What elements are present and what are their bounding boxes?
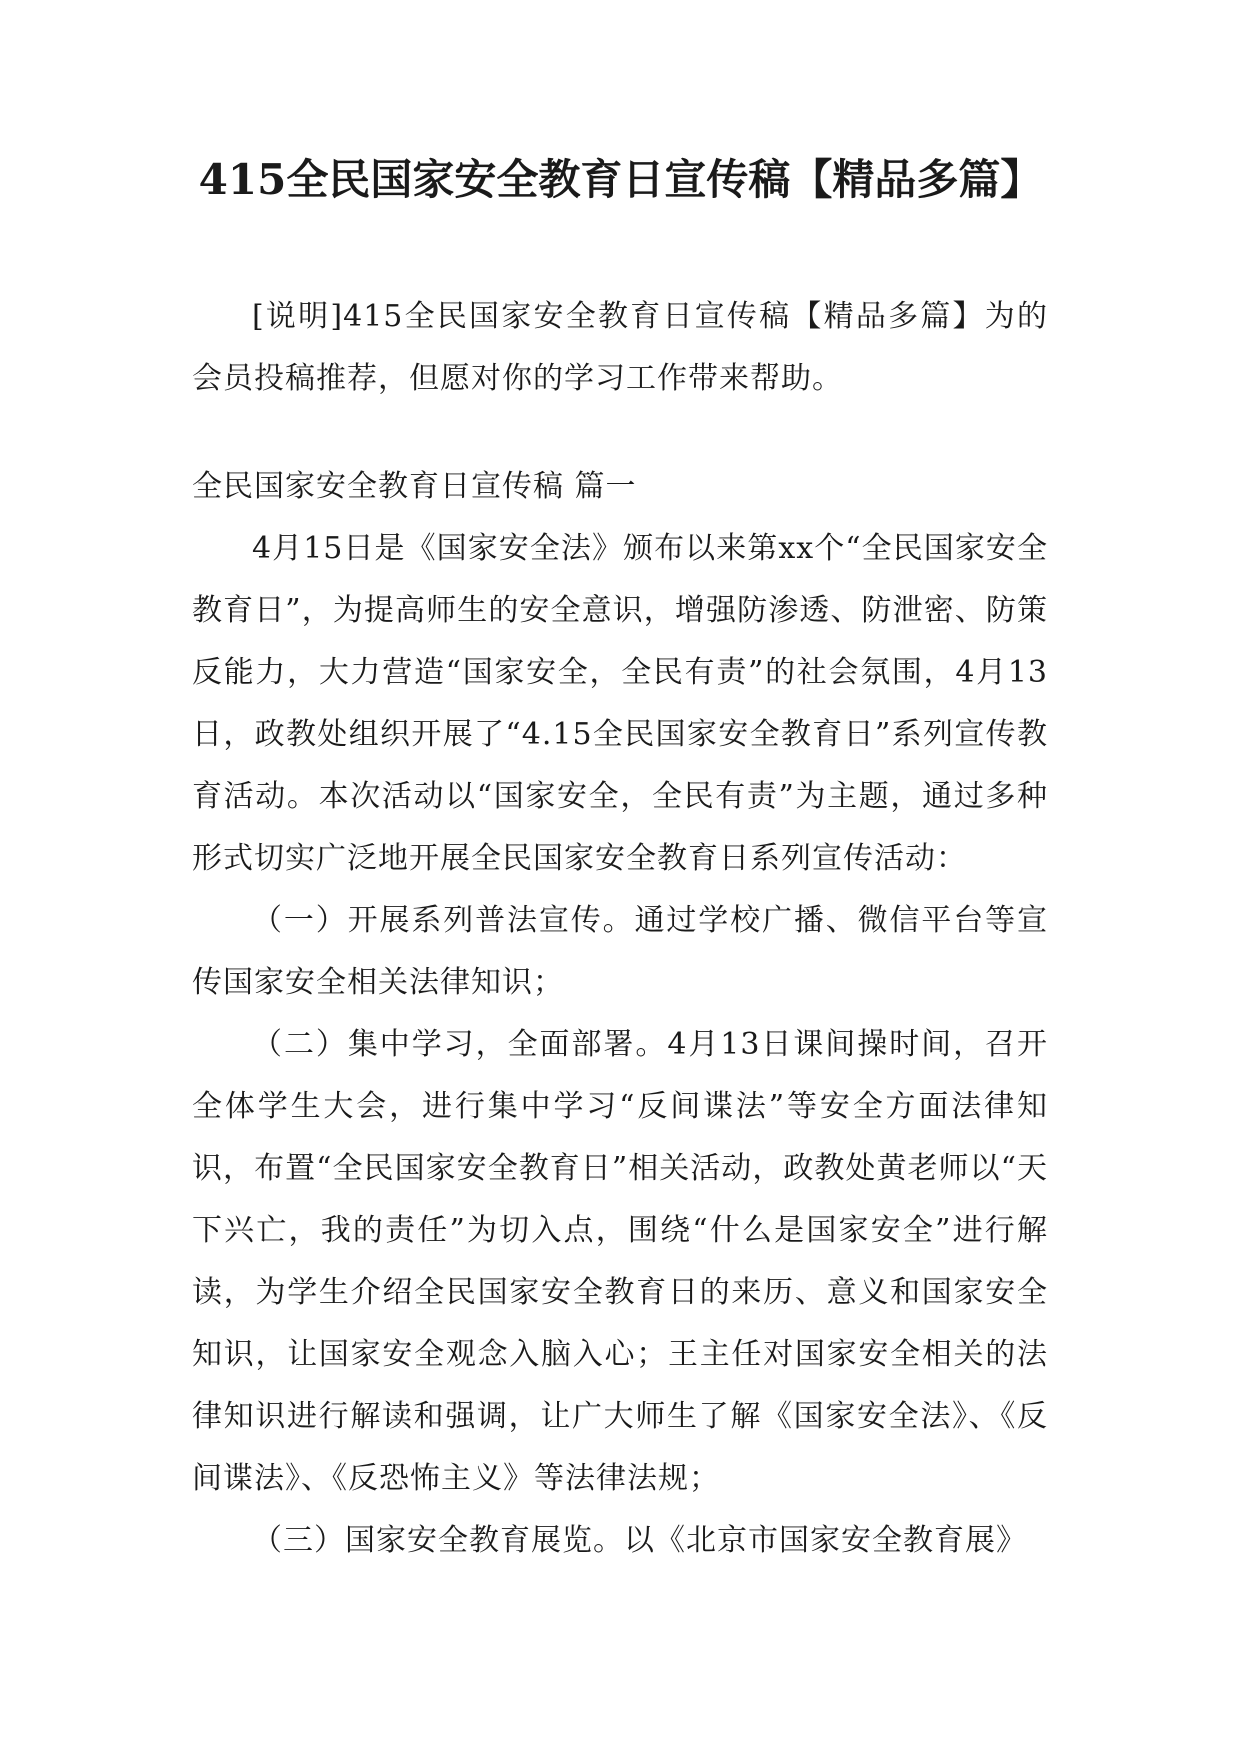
paragraph-2: （一）开展系列普法宣传。通过学校广播、微信平台等宣传国家安全相关法律知识； bbox=[192, 903, 1048, 1000]
paragraph-1: 4月15日是《国家安全法》颁布以来第xx个“全民国家安全教育日”，为提高师生的安全意识，增强防渗透、防泄密、防策反能力，大力营造“国家安全，全民有责”的社会氛围，4月13日，政教处组织开展了“4.15全民国家安全教育日”系列宣传教育活动。本次活动以“国家安全，全民有责”为主题，通过多种形式切实广泛地开展全民国家安全教育日系列宣传活动： bbox=[192, 531, 1048, 876]
paragraph-4: （三）国家安全教育展览。以《北京市国家安全教育展》 bbox=[252, 1523, 1027, 1558]
document-title: 415全民国家安全教育日宣传稿【精品多篇】 bbox=[198, 155, 1043, 204]
paragraph-3: （二）集中学习，全面部署。4月13日课间操时间，召开全体学生大会，进行集中学习“反间谍法”等安全方面法律知识，布置“全民国家安全教育日”相关活动，政教处黄老师以“天下兴亡，我的责任”为切入点，围绕“什么是国家安全”进行解读，为学生介绍全民国家安全教育日的来历、意义和国家安全知识，让国家安全观念入脑入心；王主任对国家安全相关的法律知识进行解读和强调，让广大师生了解《国家安全法》、《反间谍法》、《反恐怖主义》等法律法规； bbox=[192, 1027, 1048, 1496]
article-body bbox=[192, 518, 1048, 1572]
intro-note: [说明]415全民国家安全教育日宣传稿【精品多篇】为的会员投稿推荐，但愿对你的学习工作带来帮助。 bbox=[192, 299, 1048, 396]
section-heading: 全民国家安全教育日宣传稿 篇一 bbox=[192, 469, 637, 504]
